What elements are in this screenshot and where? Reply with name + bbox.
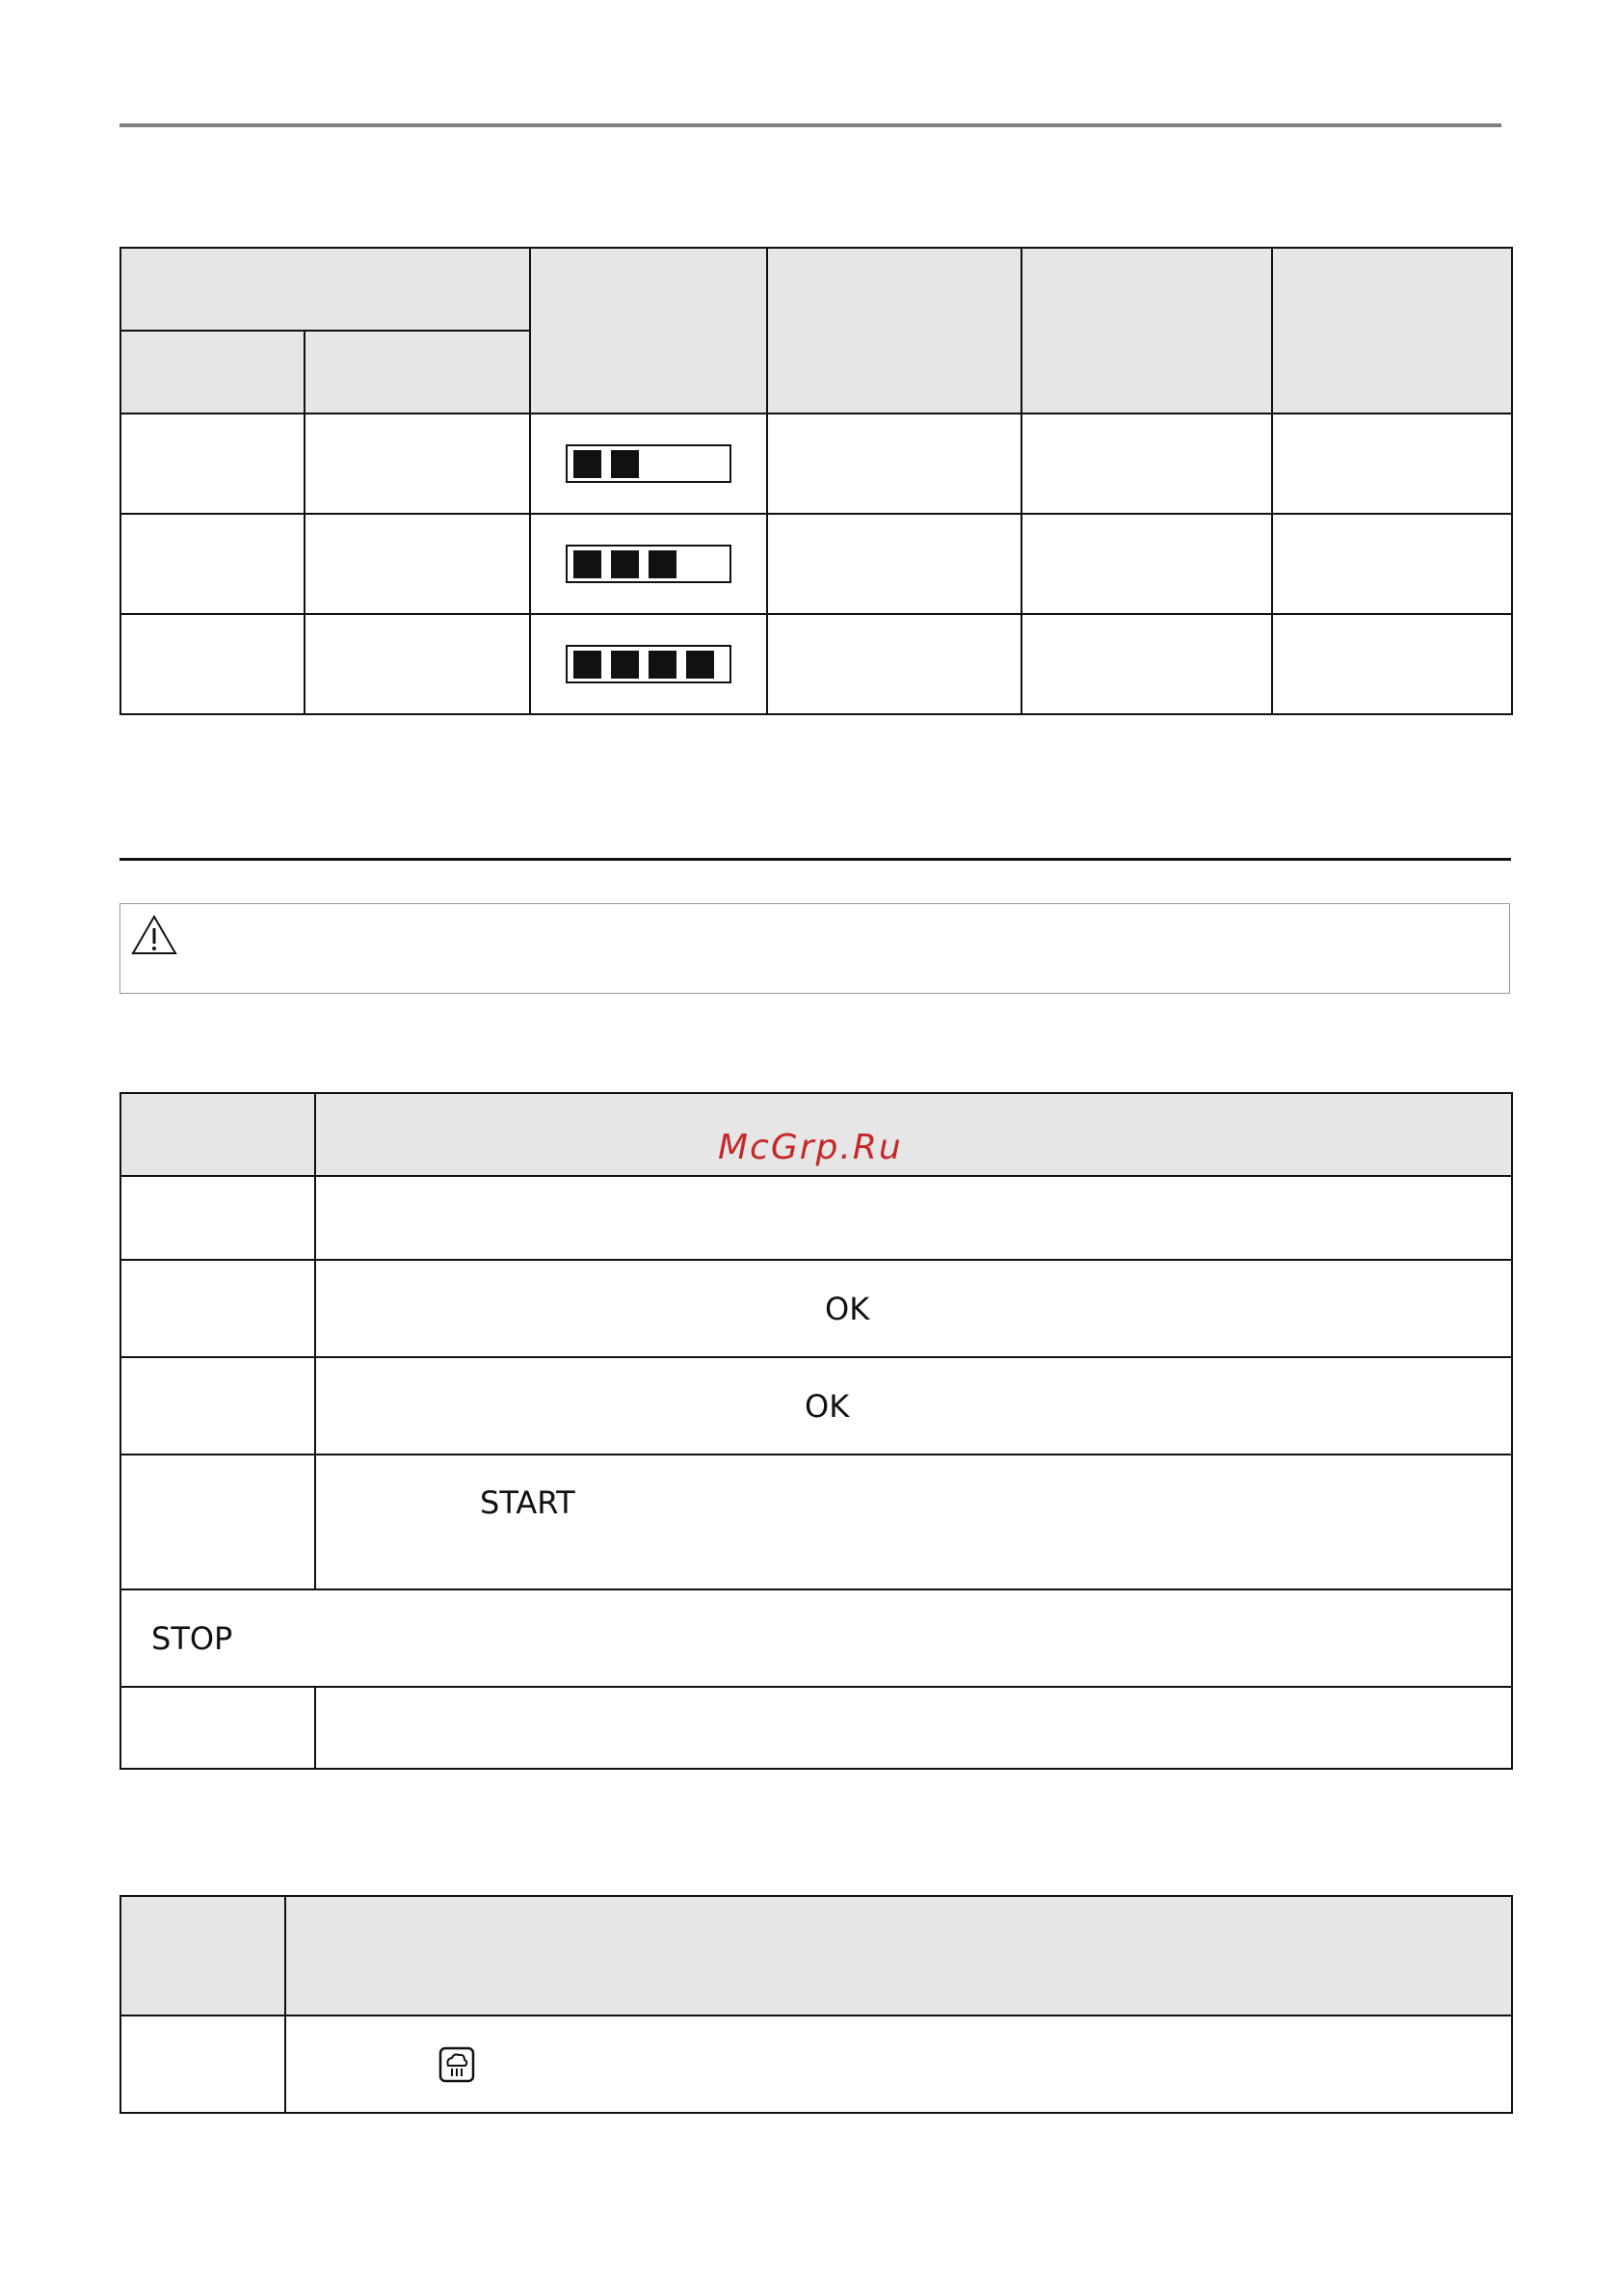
table-row (120, 1357, 1512, 1455)
header-cell-4 (1021, 248, 1272, 414)
table-row (120, 614, 1512, 714)
warning-box (119, 903, 1510, 994)
top-rule (119, 123, 1501, 127)
table-row (120, 1896, 1512, 2016)
header-cell-sub-1 (120, 331, 305, 414)
stop-button-label: STOP (151, 1619, 233, 1657)
table-row (120, 1176, 1512, 1260)
level-meter-2 (566, 444, 731, 483)
warning-triangle-icon (130, 914, 178, 956)
level-meter-3 (566, 545, 731, 583)
steam-function-icon (438, 2046, 475, 2083)
section-rule (119, 858, 1511, 861)
header-cell-level (530, 248, 767, 414)
level-table (119, 247, 1513, 715)
table-row (120, 2016, 1512, 2113)
header-cell-3 (767, 248, 1021, 414)
header-cell-group (120, 248, 530, 331)
table-row (120, 514, 1512, 614)
table-row (120, 1455, 1512, 1589)
start-button-label: START (480, 1484, 575, 1521)
table-row (120, 1687, 1512, 1769)
level-meter-4 (566, 645, 731, 683)
ok-button-label: OK (825, 1290, 870, 1327)
table-row (120, 1589, 1512, 1687)
header-cell-sub-2 (305, 331, 530, 414)
steps-table (119, 1092, 1513, 1770)
table-row (120, 414, 1512, 514)
watermark: McGrp.Ru (718, 1128, 903, 1167)
header-cell-5 (1272, 248, 1512, 414)
steam-table (119, 1895, 1513, 2114)
table-row (120, 1260, 1512, 1357)
ok-button-label: OK (805, 1387, 850, 1425)
